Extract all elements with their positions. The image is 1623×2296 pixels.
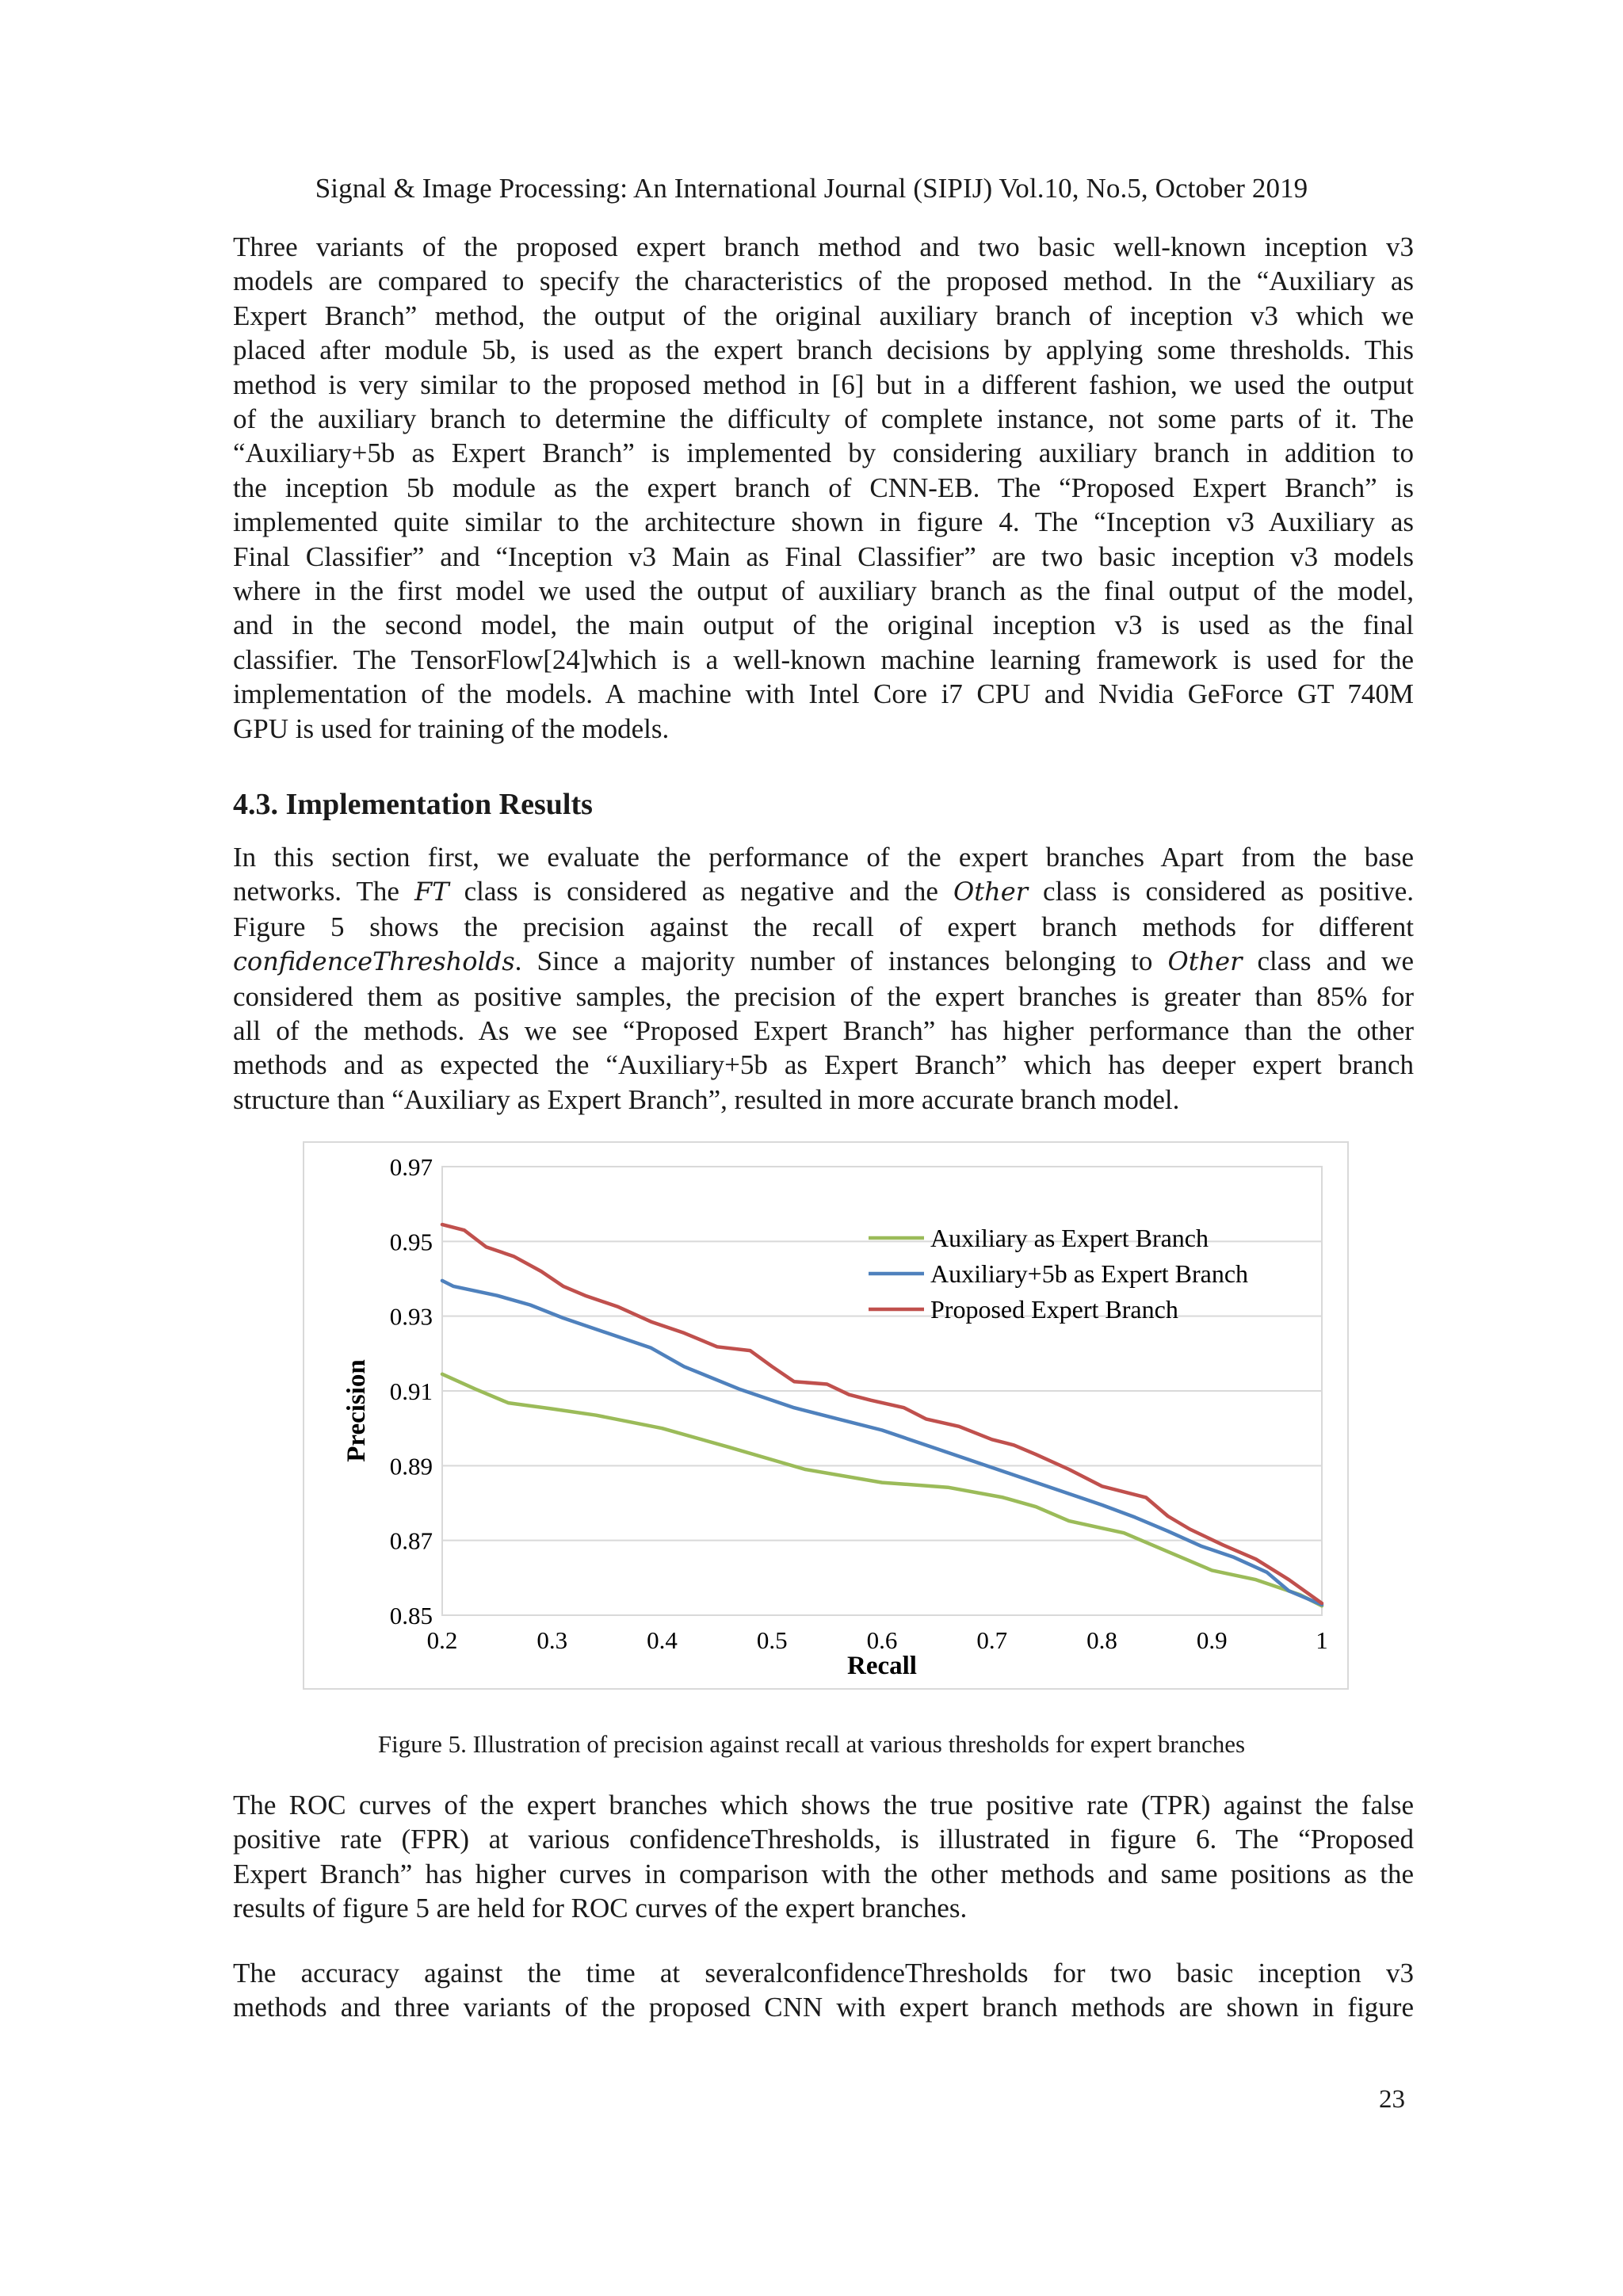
legend-label-2: Auxiliary+5b as Expert Branch bbox=[930, 1259, 1249, 1288]
text-line: considered them as positive samples, the precision of the expert branches is greater than 85% for bbox=[233, 980, 1414, 1012]
precision-recall-chart bbox=[304, 1143, 1347, 1688]
paragraph-variants bbox=[233, 230, 1414, 746]
text-line: all of the methods. As we see “Proposed Expert Branch” has higher performance than the other bbox=[233, 1015, 1414, 1047]
x-tick-label: 1 bbox=[1316, 1626, 1328, 1654]
text-line: Three variants of the proposed expert branch method and two basic well-known inception v3 bbox=[233, 231, 1414, 262]
math-other: Other bbox=[953, 877, 1028, 907]
text-line: “Auxiliary+5b as Expert Branch” is implemented by considering auxiliary branch in addition to bbox=[233, 437, 1414, 469]
text-line: Final Classifier” and “Inception v3 Main as Final Classifier” are two basic inception v3 models bbox=[233, 541, 1414, 572]
text-line: Expert Branch” has higher curves in comparison with the other methods and same positions as the bbox=[233, 1858, 1414, 1889]
text-line: confidenceThresholds. Since a majority number of instances belonging to Other class and we bbox=[233, 946, 1414, 977]
text-line: classifier. The TensorFlow[24]which is a well-known machine learning framework is used for the bbox=[233, 644, 1414, 675]
figure-5-chart bbox=[303, 1141, 1349, 1690]
y-tick-label: 0.85 bbox=[389, 1602, 433, 1629]
text-line: methods and as expected the “Auxiliary+5b as Expert Branch” which has deeper expert branch bbox=[233, 1049, 1414, 1081]
paragraph-accuracy bbox=[233, 1956, 1414, 2025]
paragraph-results bbox=[233, 840, 1414, 1117]
legend-label-1: Auxiliary as Expert Branch bbox=[930, 1224, 1209, 1252]
x-tick-label: 0.3 bbox=[537, 1626, 568, 1654]
text-line: models are compared to specify the characteristics of the proposed method. In the “Auxiliary as bbox=[233, 266, 1414, 297]
text-line: the inception 5b module as the expert branch of CNN-EB. The “Proposed Expert Branch” is bbox=[233, 472, 1414, 503]
y-tick-label: 0.93 bbox=[389, 1302, 433, 1331]
x-tick-label: 0.9 bbox=[1196, 1626, 1228, 1654]
series-line-2 bbox=[442, 1281, 1322, 1605]
x-tick-label: 0.4 bbox=[647, 1626, 678, 1654]
text-line: positive rate (FPR) at various confidenceThresholds, is illustrated in figure 6. The “Proposed bbox=[233, 1824, 1414, 1855]
x-tick-label: 0.8 bbox=[1086, 1626, 1117, 1654]
text-line: structure than “Auxiliary as Expert Branch”, resulted in more accurate branch model. bbox=[233, 1083, 1180, 1115]
text-line: where in the first model we used the output of auxiliary branch as the final output of the model, bbox=[233, 575, 1414, 607]
y-axis-label: Precision bbox=[342, 1359, 371, 1462]
text-line: implementation of the models. A machine with Intel Core i7 CPU and Nvidia GeForce GT 740M bbox=[233, 678, 1414, 710]
text-line: networks. The FT class is considered as negative and the Other class is considered as positive. bbox=[233, 876, 1415, 907]
text-line: The accuracy against the time at severalconfidenceThresholds for two basic inception v3 bbox=[233, 1958, 1414, 1988]
series-line-1 bbox=[442, 1374, 1322, 1606]
y-tick-label: 0.87 bbox=[389, 1526, 433, 1555]
math-confidence-thresholds: confidenceThresholds bbox=[233, 946, 515, 977]
math-other: Other bbox=[1167, 946, 1243, 977]
text-line: Figure 5 shows the precision against the recall of expert branch methods for different bbox=[233, 911, 1414, 942]
text-line: methods and three variants of the proposed CNN with expert branch methods are shown in figure bbox=[233, 1992, 1414, 2023]
figure-caption: Figure 5. Illustration of precision against recall at various thresholds for expert branches bbox=[377, 1730, 1246, 1758]
paragraph-roc bbox=[233, 1788, 1414, 1926]
x-tick-label: 0.7 bbox=[976, 1626, 1008, 1654]
x-tick-label: 0.6 bbox=[866, 1626, 898, 1654]
page-number: 23 bbox=[1379, 2085, 1405, 2114]
text-line: GPU is used for training of the models. bbox=[233, 712, 670, 744]
text-line: implemented quite similar to the architecture shown in figure 4. The “Inception v3 Auxiliary as bbox=[233, 506, 1414, 538]
y-tick-label: 0.89 bbox=[389, 1452, 433, 1480]
text-line: The ROC curves of the expert branches which shows the true positive rate (TPR) against the false bbox=[233, 1790, 1414, 1820]
y-tick-label: 0.91 bbox=[389, 1377, 433, 1405]
text-line: Expert Branch” method, the output of the original auxiliary branch of inception v3 which we bbox=[233, 300, 1414, 331]
x-tick-label: 0.5 bbox=[756, 1626, 788, 1654]
text-line: In this section first, we evaluate the performance of the expert branches Apart from the base bbox=[233, 842, 1414, 873]
text-line: method is very similar to the proposed method in [6] but in a different fashion, we used the output bbox=[233, 369, 1414, 400]
legend-label-3: Proposed Expert Branch bbox=[930, 1295, 1178, 1324]
text-line: and in the second model, the main output of the original inception v3 is used as the final bbox=[233, 609, 1414, 641]
x-axis-label: Recall bbox=[847, 1652, 917, 1680]
text-line: of the auxiliary branch to determine the difficulty of complete instance, not some parts of it. The bbox=[233, 403, 1414, 435]
text-line: placed after module 5b, is used as the expert branch decisions by applying some thresholds. This bbox=[233, 334, 1414, 366]
math-ft: FT bbox=[414, 877, 449, 907]
text-line: results of figure 5 are held for ROC curves of the expert branches. bbox=[233, 1893, 968, 1924]
y-tick-label: 0.97 bbox=[389, 1153, 433, 1181]
running-header: Signal & Image Processing: An International Journal (SIPIJ) Vol.10, No.5, October 2019 bbox=[315, 173, 1308, 204]
y-tick-label: 0.95 bbox=[389, 1228, 433, 1256]
section-heading: 4.3. Implementation Results bbox=[233, 788, 593, 821]
x-tick-label: 0.2 bbox=[426, 1626, 458, 1654]
